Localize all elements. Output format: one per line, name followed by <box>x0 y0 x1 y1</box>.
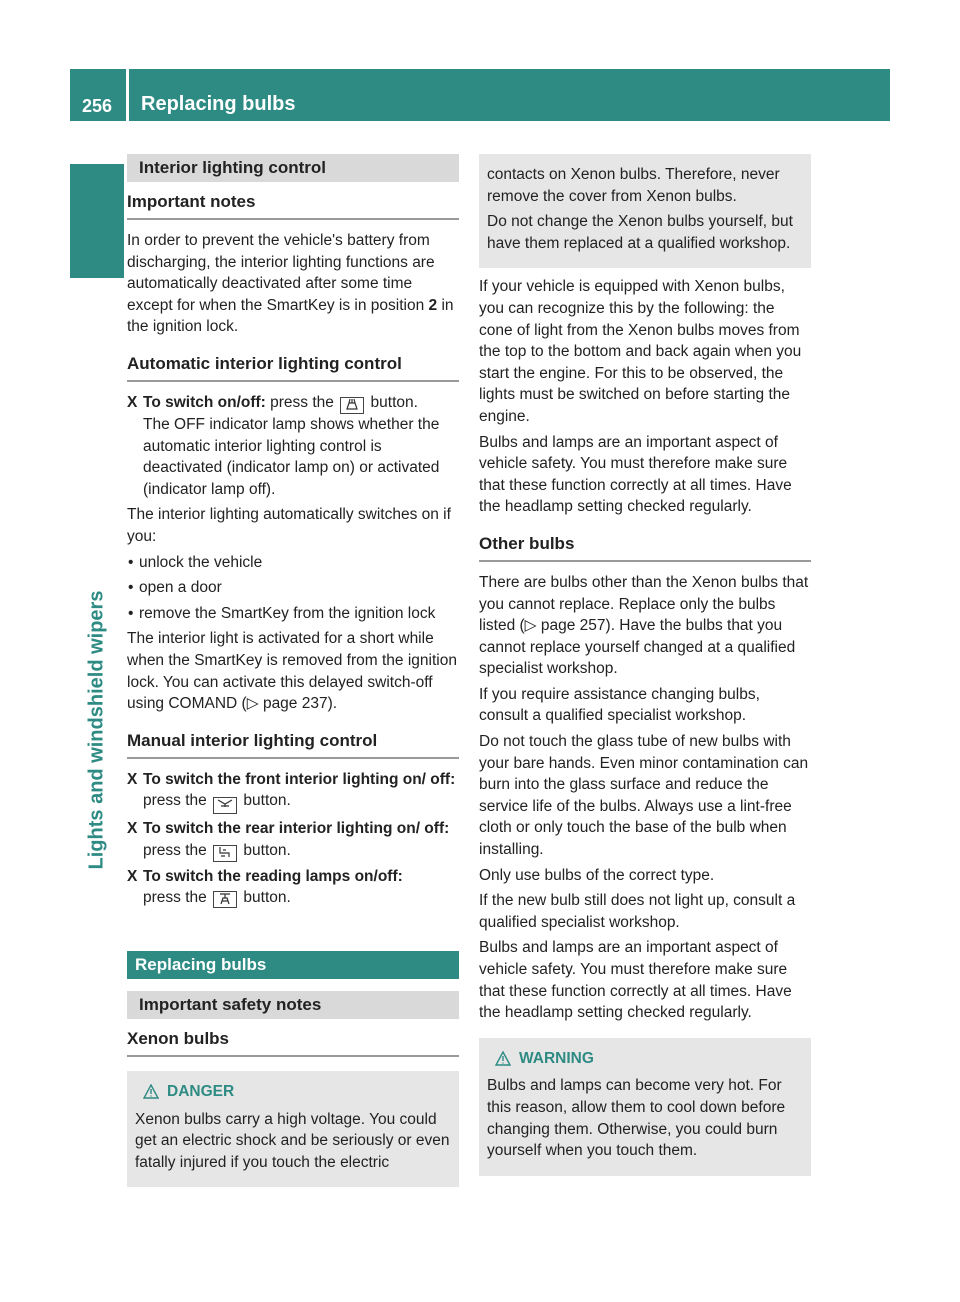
header-divider <box>126 69 129 121</box>
right-column <box>479 154 811 1176</box>
chapter-label: Lights and windshield wipers <box>85 590 108 870</box>
danger-text-continued: contacts on Xenon bulbs. Therefore, never remove the cover from Xenon bulbs. <box>487 166 780 205</box>
important-notes-text: In order to prevent the vehicle's battery from discharging, the interior lighting functions are automatically deactivated after some time except for when the SmartKey is in position 2 in the ignition lock. <box>127 232 454 336</box>
list-item: • remove the SmartKey from the ignition lock <box>128 604 436 622</box>
auto-interior-light-icon <box>340 397 364 414</box>
warning-triangle-icon <box>495 1051 511 1066</box>
step-auto-switch: X To switch on/off: press the button. The OFF indicator lamp shows whether the automatic interior lighting control is deactivated (indicator lamp on) or activated (indicator lamp off). <box>127 393 440 498</box>
other-bulbs-text: There are bulbs other than the Xenon bulbs that you cannot replace. Replace only the bulbs listed (▷ page 257). Have the bulbs that you cannot replace yourself changed at a qualified specialist workshop. <box>479 573 809 678</box>
bulb-safety-text: Bulbs and lamps are an important aspect of vehicle safety. You must therefore make sure that these function correctly at all times. Have the headlamp setting checked regularly. <box>479 433 792 516</box>
list-item: • unlock the vehicle <box>128 553 263 571</box>
glass-tube-text: Do not touch the glass tube of new bulbs with your bare hands. Even minor contamination can burn into the glass surface and reduce the service life of the bulbs. Always use a lint-free cloth or only touch the base of the bulb when installing. <box>479 733 809 859</box>
step-front-light: X To switch the front interior lighting on/ off: press the button. <box>127 769 459 815</box>
xenon-recognition-text: If your vehicle is equipped with Xenon bulbs, you can recognize this by the following: the cone of light from the Xenon bulbs moves from the top to the bottom and back again when you start the engine. For this to be observed, the lights must be switched on before starting the engine. <box>479 278 802 425</box>
page-title: Replacing bulbs <box>141 93 296 115</box>
heading-important-notes: Important notes <box>127 190 459 220</box>
section-replacing-bulbs: Replacing bulbs <box>127 951 459 979</box>
left-column <box>127 154 459 1187</box>
step-rear-light: X To switch the rear interior lighting on/ off: press the button. <box>127 818 459 862</box>
correct-type-text: Only use bulbs of the correct type. <box>479 866 715 884</box>
heading-other-bulbs: Other bulbs <box>479 532 811 562</box>
delayed-switch-off-text: The interior light is activated for a short while when the SmartKey is removed from the ignition lock. You can activate this delayed switch-off using COMAND (▷ page 237). <box>127 630 457 713</box>
bulb-not-lit-text: If the new bulb still does not light up, consult a qualified specialist workshop. <box>479 892 796 931</box>
warning-text: Bulbs and lamps can become very hot. For this reason, allow them to cool down before changing them. Otherwise, you could burn yourself when you touch them. <box>487 1077 786 1160</box>
chapter-tab <box>70 164 124 278</box>
danger-title: DANGER <box>167 1083 235 1101</box>
step-marker-icon: X <box>127 867 138 885</box>
heading-manual-lighting: Manual interior lighting control <box>127 729 459 759</box>
front-interior-light-icon <box>213 797 237 814</box>
warning-box <box>479 1038 811 1176</box>
auto-switch-text: The interior lighting automatically switches on if you: <box>127 506 451 545</box>
warning-triangle-icon <box>143 1084 159 1099</box>
section-interior-lighting: Interior lighting control <box>127 154 459 182</box>
danger-text: Xenon bulbs carry a high voltage. You could get an electric shock and be seriously or even fatally injured if you touch the electric <box>135 1110 450 1171</box>
warning-title: WARNING <box>519 1049 594 1067</box>
rear-interior-light-icon <box>213 845 237 862</box>
step-reading-lamps: X To switch the reading lamps on/off: press the button. <box>127 867 403 907</box>
reading-lamp-icon <box>213 891 237 908</box>
danger-box <box>127 1071 459 1187</box>
danger-box-continued <box>479 154 811 268</box>
heading-xenon-bulbs: Xenon bulbs <box>127 1027 459 1057</box>
step-marker-icon: X <box>127 393 138 411</box>
step-marker-icon: X <box>127 820 138 838</box>
step-marker-icon: X <box>127 770 138 788</box>
heading-automatic-lighting: Automatic interior lighting control <box>127 352 459 382</box>
section-safety-notes: Important safety notes <box>127 991 459 1019</box>
assistance-text: If you require assistance changing bulbs, consult a qualified specialist workshop. <box>479 685 760 725</box>
danger-text-continued: Do not change the Xenon bulbs yourself, but have them replaced at a qualified workshop. <box>487 213 793 252</box>
page-number: 256 <box>82 96 113 116</box>
list-item: • open a door <box>128 579 222 597</box>
bulb-safety-text-2: Bulbs and lamps are an important aspect of vehicle safety. You must therefore make sure that these function correctly at all times. Have the headlamp setting checked regularly. <box>479 939 792 1022</box>
